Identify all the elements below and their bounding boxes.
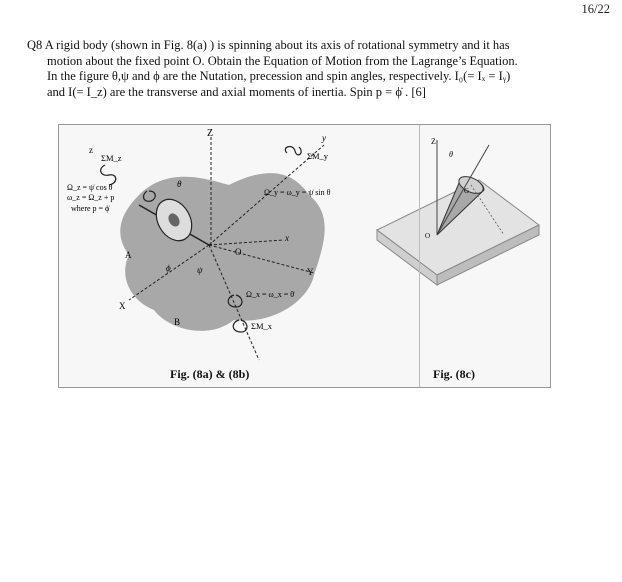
label-X: X [119,301,126,311]
label-sum-my: ΣM_y [307,151,329,161]
label-sum-mx: ΣM_x [251,321,273,331]
moment-coil-z [101,165,116,185]
label-sum-mz: ΣM_z [101,153,122,163]
c-label-theta: θ [449,150,453,159]
moment-coil-x2 [233,320,247,332]
page-number: 16/22 [581,2,610,16]
question-line-1: Q8 A rigid body (shown in Fig. 8(a) ) is spinning about its axis of rotational symmetry and it has [27,38,510,52]
label-phi: ϕ [166,263,171,273]
figure-panel [58,124,551,388]
label-A: A [125,250,132,260]
label-where-p: where p = ϕ̇ [71,204,110,213]
label-B: B [174,317,181,327]
caption-fig-8c: Fig. (8c) [433,367,475,381]
label-z-small: z [89,145,93,155]
label-y: y [322,133,326,143]
label-psi: ψ [197,265,203,275]
c-label-Z: Z [431,137,436,146]
caption-fig-8ab: Fig. (8a) & (8b) [170,367,250,381]
c-label-O: O [425,232,431,240]
label-z-axis: Z [207,128,214,139]
label-omega-x-eq: Ω_x = ω_x = θ̇ [246,290,295,299]
label-x: x [285,233,289,243]
label-theta: θ [177,179,182,189]
c-label-G: G [464,187,470,195]
label-omega-z-eq: Ω_z = ψ̇ cos θ [67,183,113,192]
question-line-4: and I(= I_z) are the transverse and axial moments of inertia. Spin p = ϕ̇ . [6] [47,84,426,99]
figure-8ab-8c-illustration [59,125,550,387]
moment-coil-y [285,147,301,155]
label-omega-z-eq2: ω_z = Ω_z + p [67,193,115,202]
label-Y: Y [307,267,314,277]
label-omega-y-eq: Ω_y = ω_y = ψ̇ sin θ [264,188,331,197]
question-line-2: motion about the fixed point O. Obtain the Equation of Motion from the Lagrange’s Equation. [47,53,518,68]
question-text [27,38,587,100]
question-line-3: In the figure θ,ψ and ϕ are the Nutation, precession and spin angles, respectively. I₀(= Iₓ = Iᵧ) [47,69,511,83]
label-O: O [235,247,242,257]
figure-divider [419,125,420,387]
